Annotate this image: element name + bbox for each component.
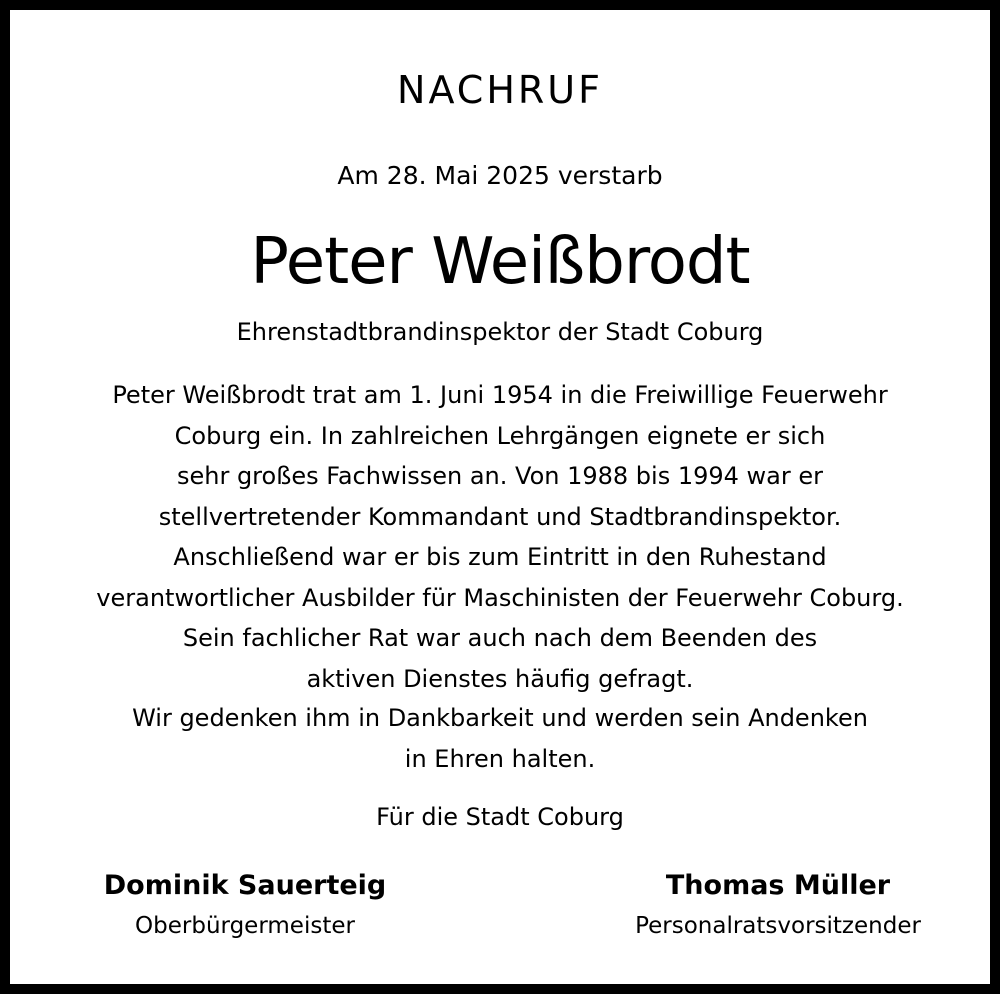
signatory-title: Personalratsvorsitzender <box>635 913 921 939</box>
death-date-line: Am 28. Mai 2025 verstarb <box>337 161 663 190</box>
biography-line: Peter Weißbrodt trat am 1. Juni 1954 in die Freiwillige Feuerwehr <box>112 381 888 409</box>
deceased-name: Peter Weißbrodt <box>250 225 750 299</box>
biography-line: Sein fachlicher Rat war auch nach dem Beenden des <box>182 624 818 652</box>
biography-line: Coburg ein. In zahlreichen Lehrgängen eignete er sich <box>174 421 826 450</box>
closing-paragraph <box>10 698 990 779</box>
biography-paragraph <box>10 375 990 699</box>
signatory-title: Oberbürgermeister <box>135 913 355 939</box>
closing-line: in Ehren halten. <box>404 744 596 773</box>
signatory-left <box>45 866 445 946</box>
signatory-name: Dominik Sauerteig <box>103 870 387 901</box>
biography-line: Anschließend war er bis zum Eintritt in den Ruhestand <box>173 543 827 571</box>
notice-heading: NACHRUF <box>397 68 603 112</box>
on-behalf-line: Für die Stadt Coburg <box>376 803 624 831</box>
signatory-name: Thomas Müller <box>665 870 891 901</box>
biography-line: sehr großes Fachwissen an. Von 1988 bis 1994 war er <box>176 462 824 490</box>
closing-line: Wir gedenken ihm in Dankbarkeit und werden sein Andenken <box>132 704 868 732</box>
signatory-right <box>578 866 978 946</box>
deceased-rank: Ehrenstadtbrandinspektor der Stadt Coburg <box>236 318 764 346</box>
biography-line: aktiven Dienstes häufig gefragt. <box>306 664 694 693</box>
biography-line: verantwortlicher Ausbilder für Maschinisten der Feuerwehr Coburg. <box>96 583 904 612</box>
biography-line: stellvertretender Kommandant und Stadtbrandinspektor. <box>158 502 842 531</box>
